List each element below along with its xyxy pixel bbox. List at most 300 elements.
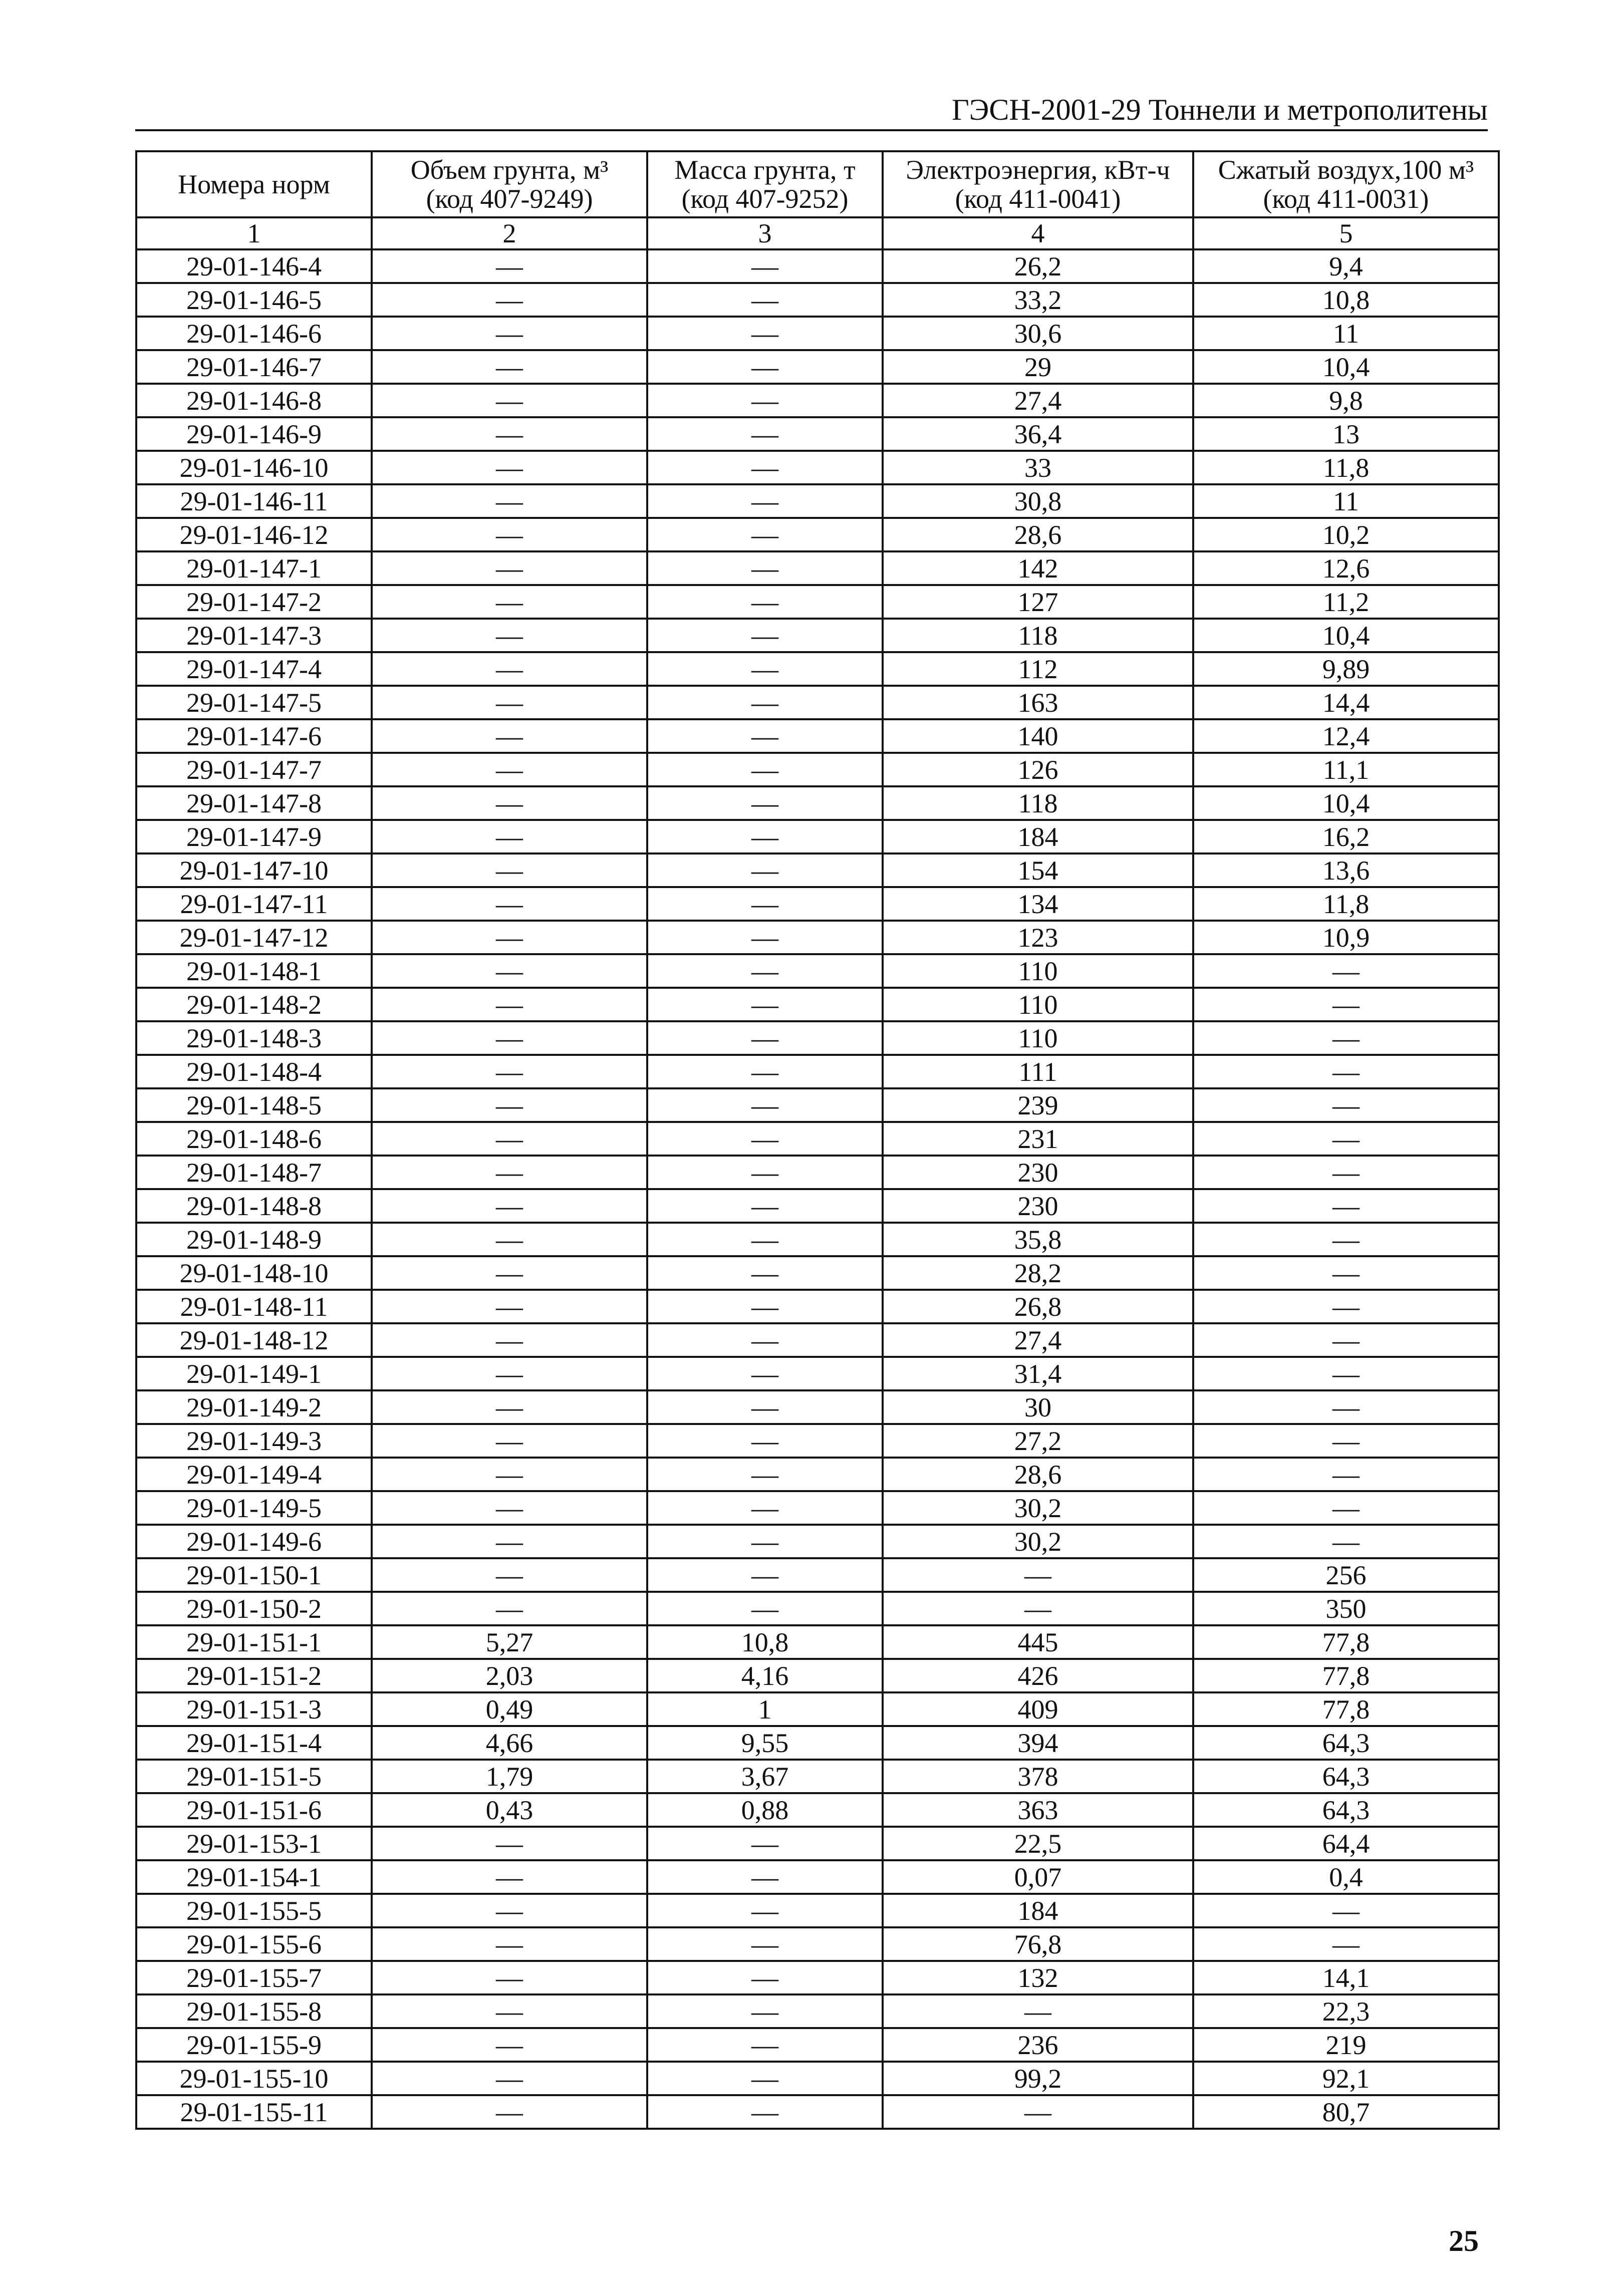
table-row [136,1223,1499,1256]
soil-volume-cell: — [372,1860,647,1894]
electricity-cell: 126 [883,753,1193,786]
norm-number-cell: 29-01-150-2 [136,1592,372,1625]
norm-number-cell: 29-01-151-3 [136,1692,372,1726]
soil-mass-cell: — [647,350,883,384]
soil-volume-cell: — [372,1021,647,1055]
table-row [136,1894,1499,1927]
soil-mass-cell: — [647,1961,883,1994]
table-row [136,1525,1499,1558]
electricity-cell: 27,4 [883,1323,1193,1357]
compressed-air-cell: — [1193,1424,1499,1458]
norm-number-cell: 29-01-149-6 [136,1525,372,1558]
soil-volume-cell: — [372,988,647,1021]
norm-number-cell: 29-01-151-1 [136,1625,372,1659]
header-divider [135,129,1488,131]
soil-volume-cell: — [372,1357,647,1390]
table-row [136,1390,1499,1424]
norm-number-cell: 29-01-147-11 [136,887,372,921]
norm-number-cell: 29-01-151-2 [136,1659,372,1692]
soil-volume-cell: — [372,1424,647,1458]
soil-mass-cell: — [647,317,883,350]
compressed-air-cell: — [1193,1189,1499,1223]
norm-number-cell: 29-01-148-11 [136,1290,372,1323]
compressed-air-cell: 64,3 [1193,1793,1499,1827]
compressed-air-cell: 11,8 [1193,451,1499,484]
norm-number-cell: 29-01-147-12 [136,921,372,954]
table-row [136,283,1499,317]
electricity-cell: 30,2 [883,1525,1193,1558]
norm-number-cell: 29-01-146-6 [136,317,372,350]
norm-number-cell: 29-01-148-2 [136,988,372,1021]
norm-number-cell: 29-01-149-2 [136,1390,372,1424]
norm-number-cell: 29-01-151-6 [136,1793,372,1827]
norm-number-cell: 29-01-146-11 [136,484,372,518]
soil-mass-cell: — [647,921,883,954]
electricity-cell: 184 [883,820,1193,853]
norm-number-cell: 29-01-147-7 [136,753,372,786]
norm-number-cell: 29-01-153-1 [136,1827,372,1860]
soil-volume-cell: — [372,954,647,988]
compressed-air-cell: 64,4 [1193,1827,1499,1860]
soil-volume-cell: — [372,2062,647,2095]
compressed-air-cell: 14,1 [1193,1961,1499,1994]
soil-mass-cell: — [647,686,883,719]
compressed-air-cell: — [1193,1088,1499,1122]
norm-number-cell: 29-01-148-8 [136,1189,372,1223]
table-row [136,1994,1499,2028]
compressed-air-cell: 11,8 [1193,887,1499,921]
soil-mass-cell: — [647,1424,883,1458]
compressed-air-cell: — [1193,1223,1499,1256]
compressed-air-cell: — [1193,1525,1499,1558]
electricity-cell: — [883,1558,1193,1592]
table-row [136,753,1499,786]
norm-number-cell: 29-01-148-10 [136,1256,372,1290]
electricity-cell: 36,4 [883,417,1193,451]
norm-number-cell: 29-01-147-2 [136,585,372,619]
column-header-compressed-air: Сжатый воздух,100 м³ (код 411-0031) [1193,151,1499,217]
soil-volume-cell: 2,03 [372,1659,647,1692]
soil-mass-cell: — [647,1994,883,2028]
soil-volume-cell: — [372,820,647,853]
norms-table [135,150,1500,2130]
table-row [136,1189,1499,1223]
table-row [136,652,1499,686]
soil-mass-cell: — [647,1592,883,1625]
soil-volume-cell: — [372,249,647,283]
soil-mass-cell: — [647,1021,883,1055]
soil-mass-cell: — [647,384,883,417]
compressed-air-cell: 92,1 [1193,2062,1499,2095]
norm-number-cell: 29-01-147-9 [136,820,372,853]
electricity-cell: 134 [883,887,1193,921]
electricity-cell: 236 [883,2028,1193,2062]
electricity-cell: 132 [883,1961,1193,1994]
soil-volume-cell: — [372,1223,647,1256]
electricity-cell: 110 [883,954,1193,988]
electricity-cell: 33,2 [883,283,1193,317]
compressed-air-cell: 11,1 [1193,753,1499,786]
table-row [136,384,1499,417]
compressed-air-cell: — [1193,1390,1499,1424]
table-row [136,820,1499,853]
compressed-air-cell: 14,4 [1193,686,1499,719]
soil-volume-cell: — [372,1592,647,1625]
electricity-cell: 26,2 [883,249,1193,283]
table-row [136,1625,1499,1659]
soil-mass-cell: — [647,1189,883,1223]
electricity-cell: 30,8 [883,484,1193,518]
compressed-air-cell: 12,6 [1193,551,1499,585]
compressed-air-cell: 219 [1193,2028,1499,2062]
table-row [136,317,1499,350]
table-row [136,1256,1499,1290]
compressed-air-cell: 0,4 [1193,1860,1499,1894]
soil-volume-cell: — [372,585,647,619]
norm-number-cell: 29-01-155-7 [136,1961,372,1994]
electricity-cell: 163 [883,686,1193,719]
electricity-cell: 445 [883,1625,1193,1659]
table-row [136,921,1499,954]
table-row [136,1156,1499,1189]
soil-volume-cell: — [372,1927,647,1961]
electricity-cell: 127 [883,585,1193,619]
electricity-cell: 29 [883,350,1193,384]
soil-volume-cell: 5,27 [372,1625,647,1659]
soil-mass-cell: 4,16 [647,1659,883,1692]
soil-mass-cell: — [647,1390,883,1424]
compressed-air-cell: — [1193,1021,1499,1055]
compressed-air-cell: — [1193,1357,1499,1390]
compressed-air-cell: 10,9 [1193,921,1499,954]
soil-volume-cell: — [372,619,647,652]
soil-volume-cell: — [372,887,647,921]
electricity-cell: 426 [883,1659,1193,1692]
norm-number-cell: 29-01-155-9 [136,2028,372,2062]
norm-number-cell: 29-01-147-10 [136,853,372,887]
norm-number-cell: 29-01-146-5 [136,283,372,317]
table-row [136,249,1499,283]
compressed-air-cell: 22,3 [1193,1994,1499,2028]
compressed-air-cell: 10,4 [1193,350,1499,384]
table-row [136,686,1499,719]
norm-number-cell: 29-01-148-5 [136,1088,372,1122]
norm-number-cell: 29-01-155-8 [136,1994,372,2028]
table-row [136,1088,1499,1122]
table-row [136,1592,1499,1625]
compressed-air-cell: — [1193,1055,1499,1088]
soil-volume-cell: — [372,719,647,753]
soil-mass-cell: — [647,451,883,484]
soil-mass-cell: — [647,1256,883,1290]
table-row [136,1357,1499,1390]
electricity-cell: 111 [883,1055,1193,1088]
table-row [136,786,1499,820]
column-number: 1 [136,217,372,249]
soil-volume-cell: — [372,1290,647,1323]
table-row [136,2062,1499,2095]
compressed-air-cell: 9,8 [1193,384,1499,417]
soil-mass-cell: — [647,1290,883,1323]
soil-mass-cell: 10,8 [647,1625,883,1659]
electricity-cell: 30,2 [883,1491,1193,1525]
norm-number-cell: 29-01-146-7 [136,350,372,384]
soil-volume-cell: — [372,1055,647,1088]
electricity-cell: 28,6 [883,1458,1193,1491]
electricity-cell: 154 [883,853,1193,887]
table-row [136,1558,1499,1592]
electricity-cell: 22,5 [883,1827,1193,1860]
norm-number-cell: 29-01-148-1 [136,954,372,988]
soil-volume-cell: — [372,1256,647,1290]
table-row [136,1659,1499,1692]
soil-volume-cell: — [372,786,647,820]
norm-number-cell: 29-01-148-4 [136,1055,372,1088]
electricity-cell: 26,8 [883,1290,1193,1323]
norm-number-cell: 29-01-149-4 [136,1458,372,1491]
compressed-air-cell: — [1193,1458,1499,1491]
norm-number-cell: 29-01-148-12 [136,1323,372,1357]
soil-mass-cell: — [647,2062,883,2095]
compressed-air-cell: 350 [1193,1592,1499,1625]
table-row [136,1827,1499,1860]
table-row [136,719,1499,753]
compressed-air-cell: — [1193,1491,1499,1525]
norm-number-cell: 29-01-146-10 [136,451,372,484]
compressed-air-cell: 12,4 [1193,719,1499,753]
soil-volume-cell: 0,49 [372,1692,647,1726]
norm-number-cell: 29-01-147-6 [136,719,372,753]
soil-mass-cell: — [647,1927,883,1961]
norm-number-cell: 29-01-151-4 [136,1726,372,1760]
table-row [136,1692,1499,1726]
table-row [136,1122,1499,1156]
soil-volume-cell: — [372,518,647,551]
table-row [136,1927,1499,1961]
table-row [136,1726,1499,1760]
table-row [136,1860,1499,1894]
compressed-air-cell: 11 [1193,484,1499,518]
soil-mass-cell: — [647,1055,883,1088]
soil-volume-cell: — [372,551,647,585]
norm-number-cell: 29-01-149-3 [136,1424,372,1458]
column-header-electricity: Электроэнергия, кВт-ч (код 411-0041) [883,151,1193,217]
norm-number-cell: 29-01-147-5 [136,686,372,719]
electricity-cell: 31,4 [883,1357,1193,1390]
soil-volume-cell: — [372,1894,647,1927]
electricity-cell: 76,8 [883,1927,1193,1961]
compressed-air-cell: 13 [1193,417,1499,451]
compressed-air-cell: — [1193,1323,1499,1357]
electricity-cell: 123 [883,921,1193,954]
soil-mass-cell: — [647,1827,883,1860]
table-row [136,417,1499,451]
compressed-air-cell: 77,8 [1193,1692,1499,1726]
soil-mass-cell: — [647,1491,883,1525]
table-body [136,249,1499,2129]
norm-number-cell: 29-01-146-4 [136,249,372,283]
compressed-air-cell: 10,8 [1193,283,1499,317]
soil-mass-cell: — [647,1525,883,1558]
table-row [136,887,1499,921]
table-row [136,954,1499,988]
norm-number-cell: 29-01-155-11 [136,2095,372,2129]
soil-mass-cell: — [647,1323,883,1357]
soil-volume-cell: — [372,1390,647,1424]
compressed-air-cell: — [1193,1122,1499,1156]
table-row [136,451,1499,484]
table-row [136,1323,1499,1357]
compressed-air-cell: — [1193,1927,1499,1961]
electricity-cell: 118 [883,619,1193,652]
page-number: 25 [1449,2224,1479,2257]
soil-mass-cell: — [647,1122,883,1156]
soil-volume-cell: — [372,686,647,719]
electricity-cell: 27,2 [883,1424,1193,1458]
table-row [136,1491,1499,1525]
soil-volume-cell: — [372,1189,647,1223]
table-row [136,1424,1499,1458]
column-header-soil-volume: Объем грунта, м³ (код 407-9249) [372,151,647,217]
norm-number-cell: 29-01-146-8 [136,384,372,417]
soil-volume-cell: — [372,484,647,518]
norm-number-cell: 29-01-146-9 [136,417,372,451]
electricity-cell: 110 [883,1021,1193,1055]
table-row [136,1793,1499,1827]
soil-mass-cell: — [647,1894,883,1927]
electricity-cell: 230 [883,1189,1193,1223]
soil-volume-cell: — [372,1323,647,1357]
soil-volume-cell: — [372,1525,647,1558]
electricity-cell: 27,4 [883,384,1193,417]
electricity-cell: 30,6 [883,317,1193,350]
electricity-cell: 230 [883,1156,1193,1189]
compressed-air-cell: 77,8 [1193,1625,1499,1659]
norm-number-cell: 29-01-148-7 [136,1156,372,1189]
soil-volume-cell: — [372,350,647,384]
compressed-air-cell: 9,4 [1193,249,1499,283]
compressed-air-cell: 64,3 [1193,1760,1499,1793]
compressed-air-cell: 13,6 [1193,853,1499,887]
electricity-cell: 231 [883,1122,1193,1156]
norm-number-cell: 29-01-147-8 [136,786,372,820]
soil-volume-cell: — [372,451,647,484]
soil-mass-cell: — [647,988,883,1021]
soil-mass-cell: — [647,753,883,786]
table-row [136,585,1499,619]
soil-volume-cell: — [372,1827,647,1860]
electricity-cell: 0,07 [883,1860,1193,1894]
column-header-norm-numbers: Номера норм [136,151,372,217]
norm-number-cell: 29-01-155-6 [136,1927,372,1961]
soil-volume-cell: — [372,853,647,887]
soil-mass-cell: — [647,585,883,619]
norm-number-cell: 29-01-148-6 [136,1122,372,1156]
table-row [136,1055,1499,1088]
electricity-cell: 33 [883,451,1193,484]
norm-number-cell: 29-01-149-1 [136,1357,372,1390]
norm-number-cell: 29-01-155-5 [136,1894,372,1927]
table-row [136,853,1499,887]
soil-volume-cell: — [372,417,647,451]
electricity-cell: 184 [883,1894,1193,1927]
table-header-row [136,151,1499,217]
compressed-air-cell: — [1193,1290,1499,1323]
soil-mass-cell: — [647,887,883,921]
soil-mass-cell: — [647,1458,883,1491]
soil-volume-cell: — [372,1458,647,1491]
soil-mass-cell: — [647,820,883,853]
electricity-cell: — [883,1592,1193,1625]
compressed-air-cell: — [1193,988,1499,1021]
electricity-cell: 35,8 [883,1223,1193,1256]
soil-mass-cell: — [647,1357,883,1390]
soil-volume-cell: 1,79 [372,1760,647,1793]
soil-volume-cell: — [372,1558,647,1592]
electricity-cell: 118 [883,786,1193,820]
norm-number-cell: 29-01-155-10 [136,2062,372,2095]
compressed-air-cell: 80,7 [1193,2095,1499,2129]
table-row [136,988,1499,1021]
soil-mass-cell: 9,55 [647,1726,883,1760]
soil-volume-cell: — [372,1122,647,1156]
compressed-air-cell: 77,8 [1193,1659,1499,1692]
soil-volume-cell: 0,43 [372,1793,647,1827]
table-row [136,2095,1499,2129]
soil-volume-cell: — [372,283,647,317]
table-row [136,1760,1499,1793]
soil-mass-cell: 3,67 [647,1760,883,1793]
soil-mass-cell: — [647,719,883,753]
norm-number-cell: 29-01-149-5 [136,1491,372,1525]
electricity-cell: 112 [883,652,1193,686]
table-row [136,619,1499,652]
compressed-air-cell: 9,89 [1193,652,1499,686]
electricity-cell: 363 [883,1793,1193,1827]
electricity-cell: — [883,1994,1193,2028]
soil-volume-cell: — [372,1491,647,1525]
column-number: 5 [1193,217,1499,249]
norm-number-cell: 29-01-154-1 [136,1860,372,1894]
norm-number-cell: 29-01-148-9 [136,1223,372,1256]
compressed-air-cell: 10,4 [1193,619,1499,652]
electricity-cell: 140 [883,719,1193,753]
soil-volume-cell: — [372,1088,647,1122]
soil-mass-cell: — [647,283,883,317]
soil-mass-cell: 0,88 [647,1793,883,1827]
soil-mass-cell: — [647,1860,883,1894]
electricity-cell: 142 [883,551,1193,585]
compressed-air-cell: 11,2 [1193,585,1499,619]
soil-mass-cell: — [647,786,883,820]
electricity-cell: 99,2 [883,2062,1193,2095]
soil-volume-cell: — [372,2028,647,2062]
compressed-air-cell: 10,2 [1193,518,1499,551]
electricity-cell: 28,2 [883,1256,1193,1290]
soil-mass-cell: — [647,619,883,652]
soil-mass-cell: 1 [647,1692,883,1726]
soil-volume-cell: — [372,753,647,786]
compressed-air-cell: — [1193,1156,1499,1189]
soil-volume-cell: — [372,384,647,417]
soil-volume-cell: — [372,1961,647,1994]
electricity-cell: 110 [883,988,1193,1021]
compressed-air-cell: — [1193,954,1499,988]
column-header-soil-mass: Масса грунта, т (код 407-9252) [647,151,883,217]
soil-mass-cell: — [647,1558,883,1592]
norm-number-cell: 29-01-147-3 [136,619,372,652]
soil-mass-cell: — [647,518,883,551]
